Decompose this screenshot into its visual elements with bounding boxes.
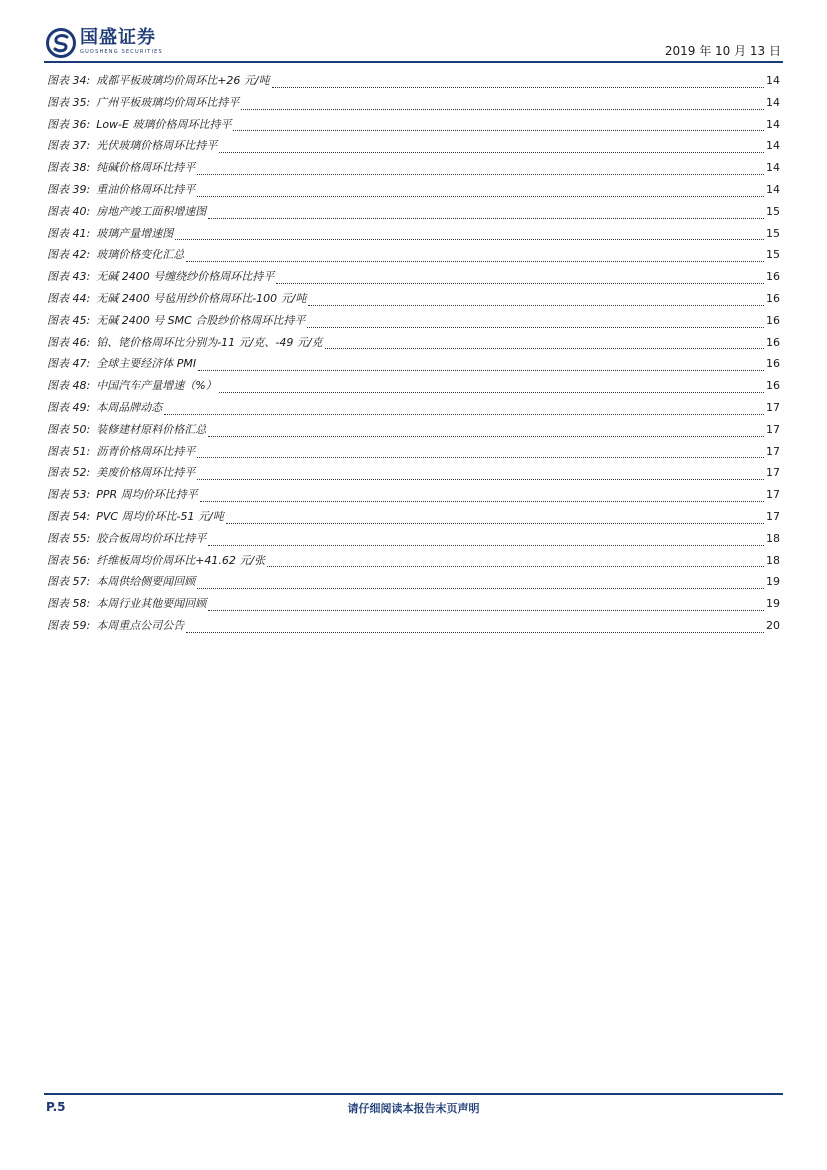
toc-dot-leader: [164, 413, 764, 415]
logo-chinese-name: 国盛证券: [80, 27, 156, 48]
toc-entry[interactable]: [47, 290, 780, 312]
toc-entry-title: 胶合板周均价环比持平: [96, 531, 207, 545]
toc-entry[interactable]: [47, 595, 780, 617]
toc-entry[interactable]: [47, 399, 780, 421]
toc-dot-leader: [197, 587, 764, 589]
toc-entry[interactable]: [47, 573, 780, 595]
disclaimer-note: 请仔细阅读本报告末页声明: [347, 1102, 480, 1115]
toc-entry[interactable]: [47, 203, 780, 225]
toc-entry-title: 玻璃价格变化汇总: [96, 248, 185, 262]
toc-entry-title: 美废价格周环比持平: [96, 466, 196, 480]
toc-dot-leader: [307, 326, 764, 328]
toc-entry-title: 沥青价格周环比持平: [96, 444, 196, 458]
toc-entry-title: 本周重点公司公告: [96, 618, 185, 632]
toc-entry-label: 图表 40:: [47, 204, 91, 218]
toc-entry-title: Low-E 玻璃价格周环比持平: [96, 117, 232, 131]
toc-entry[interactable]: [47, 355, 780, 377]
toc-entry[interactable]: [47, 72, 780, 94]
toc-entry[interactable]: [47, 464, 780, 486]
toc-entry-title: 无碱 2400 号缠绕纱价格周环比持平: [96, 270, 275, 284]
toc-dot-leader: [208, 544, 764, 546]
toc-entry-label: 图表 41:: [47, 226, 91, 240]
toc-entry-page: 14: [766, 161, 780, 175]
toc-entry[interactable]: [47, 486, 780, 508]
toc-entry-label: 图表 47:: [47, 357, 91, 371]
toc-entry[interactable]: [47, 334, 780, 356]
logo-english-name: GUOSHENG SECURITIES: [80, 49, 163, 55]
page-number: P.5: [46, 1100, 66, 1114]
toc-entry-page: 16: [766, 313, 780, 327]
toc-entry-label: 图表 42:: [47, 248, 91, 262]
toc-entry-label: 图表 59:: [47, 618, 91, 632]
toc-entry-title: 全球主要经济体 PMI: [96, 357, 197, 371]
toc-dot-leader: [197, 195, 764, 197]
toc-entry-page: 17: [766, 444, 780, 458]
toc-dot-leader: [186, 631, 764, 633]
toc-entry[interactable]: [47, 508, 780, 530]
toc-dot-leader: [308, 304, 764, 306]
toc-dot-leader: [219, 391, 764, 393]
toc-entry-page: 18: [766, 553, 780, 567]
toc-entry-label: 图表 58:: [47, 597, 91, 611]
toc-entry[interactable]: [47, 421, 780, 443]
toc-entry[interactable]: [47, 94, 780, 116]
footer-divider: [44, 1093, 783, 1095]
toc-entry[interactable]: [47, 268, 780, 290]
toc-entry-page: 17: [766, 422, 780, 436]
guosheng-logo-icon: [46, 28, 76, 58]
toc-entry-page: 15: [766, 204, 780, 218]
toc-entry-page: 19: [766, 575, 780, 589]
toc-entry-title: 成都平板玻璃均价周环比+26 元/吨: [96, 74, 270, 87]
toc-entry-title: 光伏玻璃价格周环比持平: [96, 139, 218, 153]
toc-dot-leader: [267, 565, 764, 567]
toc-entry-label: 图表 46:: [47, 335, 91, 349]
toc-dot-leader: [272, 86, 764, 88]
toc-entry-page: 16: [766, 335, 780, 349]
company-logo: [46, 28, 163, 58]
toc-entry-title: 本周供给侧要闻回顾: [96, 575, 196, 589]
toc-entry-page: 14: [766, 117, 780, 131]
toc-dot-leader: [208, 435, 764, 437]
toc-entry[interactable]: [47, 530, 780, 552]
toc-entry-title: 纤维板周均价周环比+41.62 元/张: [96, 553, 266, 567]
toc-dot-leader: [186, 260, 764, 262]
toc-entry-title: 房地产竣工面积增速图: [96, 204, 207, 218]
toc-entry-page: 15: [766, 248, 780, 262]
header-divider: [44, 61, 783, 63]
toc-entry[interactable]: [47, 312, 780, 334]
toc-entry-title: 重油价格周环比持平: [96, 182, 196, 196]
toc-entry-title: 广州平板玻璃均价周环比持平: [96, 95, 240, 109]
toc-dot-leader: [175, 238, 764, 240]
toc-entry-page: 17: [766, 400, 780, 414]
table-of-contents: [47, 72, 780, 639]
toc-dot-leader: [325, 347, 764, 349]
toc-entry-label: 图表 37:: [47, 139, 91, 153]
toc-entry[interactable]: [47, 137, 780, 159]
toc-entry-page: 20: [766, 618, 780, 632]
toc-entry[interactable]: [47, 443, 780, 465]
toc-entry-label: 图表 45:: [47, 313, 91, 327]
toc-entry-title: 无碱 2400 号 SMC 合股纱价格周环比持平: [96, 313, 306, 327]
toc-dot-leader: [276, 282, 764, 284]
toc-entry-label: 图表 50:: [47, 422, 91, 436]
toc-entry-title: PPR 周均价环比持平: [96, 488, 198, 502]
toc-entry-label: 图表 51:: [47, 444, 91, 458]
toc-entry-label: 图表 35:: [47, 95, 91, 109]
toc-entry-page: 16: [766, 291, 780, 305]
toc-entry-page: 17: [766, 466, 780, 480]
toc-dot-leader: [198, 369, 764, 371]
toc-entry-title: 本周品牌动态: [96, 400, 163, 414]
toc-entry-page: 16: [766, 379, 780, 393]
toc-dot-leader: [197, 456, 764, 458]
toc-dot-leader: [219, 151, 764, 153]
toc-entry-label: 图表 57:: [47, 575, 91, 589]
toc-entry[interactable]: [47, 377, 780, 399]
toc-entry-label: 图表 49:: [47, 400, 91, 414]
toc-entry-page: 14: [766, 95, 780, 109]
toc-entry-label: 图表 39:: [47, 182, 91, 196]
toc-entry-label: 图表 55:: [47, 531, 91, 545]
toc-entry-label: 图表 44:: [47, 291, 91, 305]
toc-entry[interactable]: [47, 246, 780, 268]
toc-entry-page: 14: [766, 182, 780, 196]
toc-entry-title: 玻璃产量增速图: [96, 226, 174, 240]
toc-entry-title: 中国汽车产量增速（%）: [96, 379, 217, 393]
toc-entry-title: PVC 周均价环比-51 元/吨: [96, 509, 224, 523]
toc-dot-leader: [200, 500, 764, 502]
toc-entry[interactable]: [47, 225, 780, 247]
toc-dot-leader: [208, 217, 764, 219]
toc-dot-leader: [197, 173, 764, 175]
toc-entry-title: 铂、铑价格周环比分别为-11 元/克、-49 元/克: [96, 335, 323, 349]
toc-entry-title: 装修建材原料价格汇总: [96, 422, 207, 436]
toc-entry-title: 无碱 2400 号毡用纱价格周环比-100 元/吨: [96, 291, 307, 305]
toc-entry[interactable]: [47, 116, 780, 138]
toc-entry-page: 14: [766, 139, 780, 153]
toc-entry-label: 图表 52:: [47, 466, 91, 480]
toc-entry-page: 16: [766, 357, 780, 371]
toc-entry[interactable]: [47, 181, 780, 203]
toc-entry-page: 15: [766, 226, 780, 240]
toc-entry-label: 图表 54:: [47, 509, 91, 523]
toc-dot-leader: [197, 478, 764, 480]
page-header: [0, 0, 827, 70]
toc-entry-page: 16: [766, 270, 780, 284]
toc-entry-page: 19: [766, 597, 780, 611]
toc-entry-label: 图表 43:: [47, 270, 91, 284]
toc-entry-label: 图表 56:: [47, 553, 91, 567]
toc-entry-label: 图表 48:: [47, 379, 91, 393]
toc-entry[interactable]: [47, 552, 780, 574]
toc-entry[interactable]: [47, 617, 780, 639]
toc-entry-label: 图表 34:: [47, 74, 91, 87]
toc-entry-page: 18: [766, 531, 780, 545]
toc-entry-page: 17: [766, 488, 780, 502]
toc-entry-page: 17: [766, 509, 780, 523]
toc-dot-leader: [226, 522, 764, 524]
report-date: 2019 年 10 月 13 日: [664, 44, 781, 58]
toc-dot-leader: [233, 129, 764, 131]
toc-entry-label: 图表 53:: [47, 488, 91, 502]
toc-dot-leader: [241, 108, 764, 110]
toc-entry-label: 图表 36:: [47, 117, 91, 131]
toc-entry-label: 图表 38:: [47, 161, 91, 175]
toc-entry-title: 本周行业其他要闻回顾: [96, 597, 207, 611]
toc-dot-leader: [208, 609, 764, 611]
toc-entry-page: 14: [766, 74, 780, 87]
toc-entry-title: 纯碱价格周环比持平: [96, 161, 196, 175]
toc-entry[interactable]: [47, 159, 780, 181]
